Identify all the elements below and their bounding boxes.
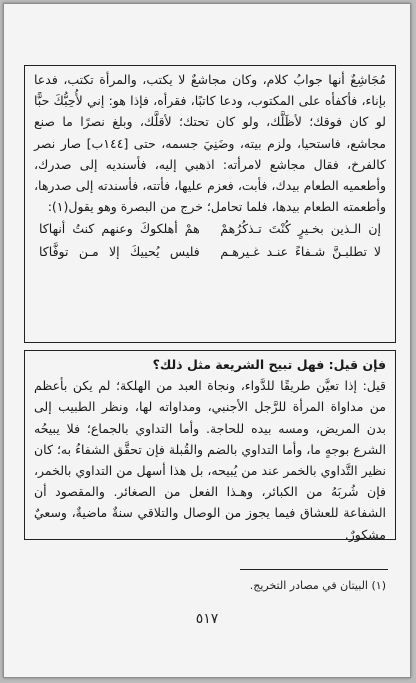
verse-first-hemistich: لا تطلبـنَّ شـفاءً عنـد غـيرهـم [220,244,381,260]
page-number: ٥١٧ [195,611,219,627]
narrative-text [25,66,395,217]
footnote: (١) البيتان في مصادر التخريج. [249,579,386,592]
verse-line [39,240,381,263]
ruling-text [25,351,395,545]
verse-second-hemistich: همْ أهلكوكَ وعنهم كنتُ أنهاكا [39,221,200,237]
verse-second-hemistich: فليس يُحييكَ إلا مـن توفَّاكا [39,244,200,260]
narrative-paragraph: مُجَاشِعٌ أنها جوابُ كلام، وكان مجاشعٌ لا يكتب، والمرأة تكتب، فدعا بإناء، فأكفأه على المكتوب، ودعا كاتبًا، فقرأه، فإذا هو: إني لأُحِبُّكَ حبًّا لو كان فوقك؛ لأظَلَّك، ولو كان تحتك؛ لأقلَّك، وبلغ نصرًا ما صنع مجاشع، فاستحيا، ولزم بيته، وضَنِيَ جسمه، حتى [١٤٤ب] صار نصر كالفرخ، فقال مجاشع لامرأته: اذهبي إليه، فأسنديه إلى صدرك، وأطعميه الطعام بيدك، فأبت، فعزم عليها، فأتته، فأسندته إلى صدرها، وأطعمته الطعام بيدها، فلما تحامل؛ خرج من البصرة وهو يقول(١): [34,72,386,215]
ruling-box [24,350,396,540]
ruling-answer: قيل: إذا تعيَّن طريقًا للدَّواء، ونجاة العبد من الهلكة؛ لم يكن بأعظم من مداواة المرأة للرَّجل الأجنبي، ومداواته لها، ونظر الطبيب إلى بدن المريض، ومسه بيده للحاجة. وأما التداوي بالجماع؛ فلا يبيحُه الشرع بوجهٍ ما، وأما التداوي بالضم والقُبلة فإن تحقَّق الشفاءُ به؛ كان نظير التَّداوي بالخمر عند من يُبيحه، بل هذا أسهل من التداوي بالخمر، فإن شُربَهُ من الكبائر، وهـذا الفعل من الصغائر. والمقصود أن الشفاعة للعشاق فيما يجوز من الوصال والتلاقي سنةٌ ماضيةٌ، وسعيٌ مشكورٌ. [34,378,386,542]
verse-line [39,217,381,240]
footnote-separator [240,569,388,570]
ruling-question: فإن قيل: فهل تبيح الشريعة مثل ذلك؟ [152,357,386,372]
narrative-box [24,65,396,343]
book-page [3,3,411,678]
verse-first-hemistich: إن الـذين بخـيرٍ كُنْتَ تـذكُرُهمْ [220,221,381,237]
poem-verses [25,217,395,263]
